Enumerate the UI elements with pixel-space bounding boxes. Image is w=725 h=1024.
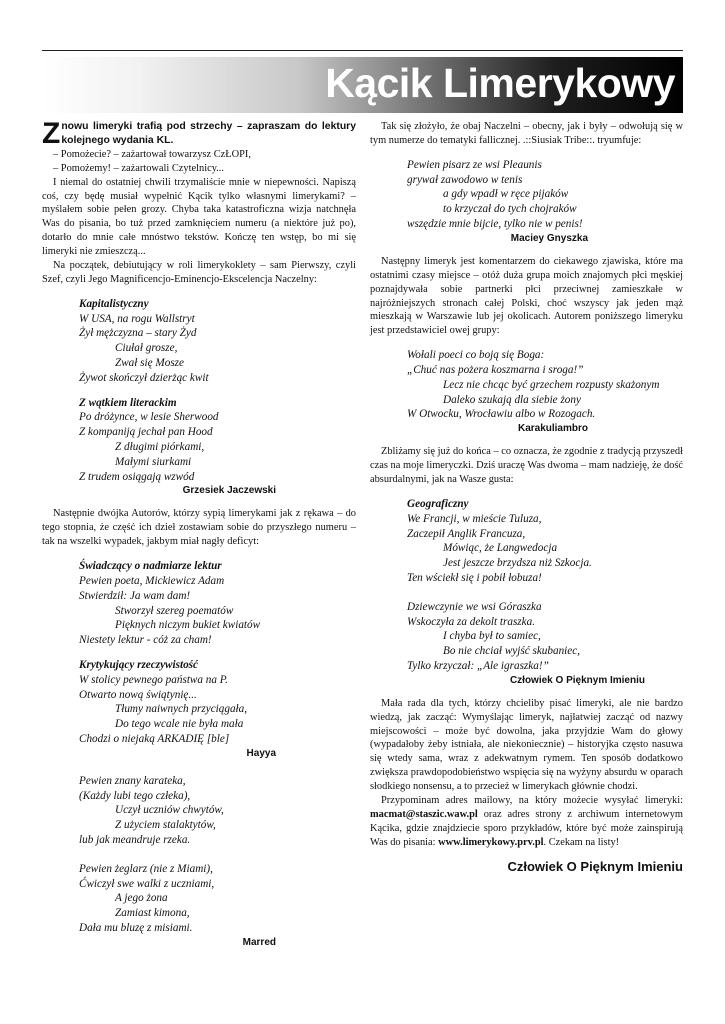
limerick-line: W Otwocku, Wrocławiu albo w Rozogach.: [407, 408, 596, 421]
limerick-line: Z użyciem stalaktytów,: [115, 819, 216, 832]
limerick-line: Otwarto nową świątynię...: [79, 688, 197, 701]
limerick: [79, 862, 356, 949]
contact-paragraph: [370, 794, 683, 850]
limerick-line: Stworzył szereg poematów: [115, 604, 234, 617]
left-column: [42, 117, 356, 949]
limerick: [407, 348, 683, 435]
limerick-title: Z wątkiem literackim: [79, 396, 177, 409]
limerick-line: Z trudem osiągają wzwód: [79, 470, 195, 483]
limerick-line: Tylko krzyczał: „Ale igraszka!”: [407, 659, 549, 672]
limerick-line: Jest jeszcze brzydsza niż Szkocja.: [443, 557, 592, 570]
limerick-line: Pewien pisarz ze wsi Pleaunis: [407, 158, 542, 171]
dialog-line: – Pomożemy! – zażartowali Czytelnicy...: [53, 162, 225, 174]
website-url[interactable]: www.limerykowy.prv.pl: [438, 836, 544, 848]
dialog-line: – Pomożecie? – zażartował towarzysz CzŁOPI,: [53, 148, 251, 160]
limerick-line: wszędzie mnie bijcie, tylko nie w penis!: [407, 218, 583, 230]
limerick-line: Małymi siurkami: [115, 455, 192, 468]
limerick-line: Dała mu bluzę z misiami.: [79, 921, 193, 934]
limerick-line: Z długimi piórkami,: [115, 441, 205, 454]
limerick-line: Tłumy naiwnych przyciągała,: [115, 703, 248, 716]
limerick-line: Żywot skończył dzierżąc kwit: [79, 371, 209, 384]
limerick-line: lub jak meandruje rzeka.: [79, 833, 191, 846]
limerick: [407, 497, 683, 586]
limerick-line: Ćwiczył swe walki z uczniami,: [79, 877, 215, 890]
email-address[interactable]: macmat@staszic.waw.pl: [370, 808, 478, 820]
limerick-line: Po dróżynce, w lesie Sherwood: [79, 411, 219, 424]
title-banner: [42, 57, 683, 113]
top-rule: [42, 50, 683, 51]
intro-lead: nowu limeryki trafią pod strzechy – zapraszam do lektury kolejnego wydania KL.: [61, 121, 356, 146]
limerick-line: Bo nie chciał wyjść skubaniec,: [443, 645, 581, 658]
limerick-line: to krzyczał do tych chojraków: [443, 203, 577, 216]
limerick-line: Pewien znany karateka,: [79, 774, 186, 787]
limerick-title: Geograficzny: [407, 497, 469, 510]
limerick-line: „Chuć nas pożera koszmarna i sroga!”: [407, 364, 584, 377]
limerick-line: Ten wściekł się i pobił łobuza!: [407, 571, 542, 584]
limerick-line: W stolicy pewnego państwa na P.: [79, 673, 228, 686]
body-paragraph: Mała rada dla tych, którzy chcieliby pisać limeryki, ale nie bardzo wiedzą, jak zacząć: Wymyślając limeryk, najłatwiej zacząć od nazwy miejscowości – może być dowolna, jaka przyjdzie Wam do głowy (wypadałoby żeby istniała, ale niekoniecznie) – historyjka często nasuwa się wtedy sama, wraz z adekwatnym rymem. Ten sposób dodatkowo zwiększa prawdopodobieństwo wspięcia się na wyżyny absurdu w oparach słodkiego nonsensu, a to przecież w limerykach głównie chodzi.: [370, 697, 683, 793]
limerick: [79, 559, 356, 648]
author-signature: Grzesiek Jaczewski: [182, 485, 276, 497]
page-title: Kącik Limerykowy: [325, 60, 675, 106]
limerick-line: Uczył uczniów chwytów,: [115, 804, 224, 817]
right-column: [370, 120, 683, 874]
limerick-line: Z kompaniją jechał pan Hood: [79, 426, 213, 439]
limerick-title: Świadczący o nadmiarze lektur: [79, 560, 222, 573]
limerick-line: I chyba był to samiec,: [443, 630, 541, 643]
limerick-line: Zaczepił Anglik Francuza,: [407, 527, 526, 540]
limerick: [407, 158, 683, 245]
limerick-line: Do tego wcale nie była mała: [115, 718, 244, 731]
body-paragraph: Zbliżamy się już do końca – co oznacza, że zgodnie z tradycją przyszedł czas na moje limeryczki. Dziś uraczę Was dwoma – mam nadzieję, że dość absurdalnymi, jak na Wasze gusta:: [370, 446, 683, 486]
limerick-line: Daleko szukają dla siebie żony: [443, 393, 581, 406]
limerick-title: Kapitalistyczny: [79, 297, 149, 310]
limerick-line: grywał zawodowo w tenis: [407, 173, 523, 186]
intro-paragraph: [42, 117, 356, 150]
limerick-line: Wołali poeci co boją się Boga:: [407, 349, 545, 362]
limerick-line: Ciułał grosze,: [115, 342, 178, 355]
author-signature: Maciey Gnyszka: [510, 232, 588, 244]
body-paragraph: Następnie dwójka Autorów, którzy sypią limerykami jak z rękawa – do tego stopnia, że część ich dzieł zostawiam sobie do przyszłego numeru – tak na wszelki wypadek, jakbym miał nagły deficyt:: [42, 508, 356, 548]
author-signature: Człowiek O Pięknym Imieniu: [509, 674, 645, 686]
author-signature: Marred: [242, 936, 276, 948]
limerick: [79, 396, 356, 498]
drop-cap: Z: [42, 117, 61, 150]
limerick-line: Niestety lektur - cóż za cham!: [79, 634, 212, 647]
limerick-line: (Każdy lubi tego człeka),: [79, 789, 191, 802]
column-signature: Człowiek O Pięknym Imieniu: [507, 858, 683, 874]
limerick-title: Krytykujący rzeczywistość: [79, 658, 199, 671]
limerick-line: Mówiąc, że Langwedocja: [443, 542, 558, 555]
limerick: [79, 774, 356, 848]
contact-text: Przypominam adres mailowy, na który możecie wysyłać limeryki:: [381, 795, 683, 807]
limerick-line: Chodzi o niejaką ARKADIĘ [ble]: [79, 732, 230, 745]
limerick-line: Stwierdził: Ja wam dam!: [79, 589, 191, 602]
limerick-line: We Francji, w mieście Tuluza,: [407, 512, 542, 525]
limerick: [79, 297, 356, 386]
limerick-line: Pewien żeglarz (nie z Miami),: [79, 862, 213, 875]
limerick-line: a gdy wpadł w ręce pijaków: [443, 188, 569, 201]
author-signature: Hayya: [246, 747, 276, 759]
limerick-line: Zamiast kimona,: [115, 907, 190, 920]
limerick-line: Lecz nie chcąc być grzechem rozpusty skażonym: [443, 378, 660, 391]
body-paragraph: Tak się złożyło, że obaj Naczelni – obecny, jak i były – odwołują się w tym numerze do tematyki fallicznej. .::Siusiak Tribe::. tryumfuje:: [370, 121, 683, 146]
body-paragraph: I niemal do ostatniej chwili trzymaliście mnie w niepewności. Napiszą coś, czy będę musiał wypełnić Kącik tylko własnymi limerykami? – myślałem sobie pełen grozy. Chyba taka katastroficzna wizja natchnęła Was do pisania, bo tuż przed zamknięciem numeru (a niektóre już po), dotarło do mnie całe mnóstwo tekstów. Kończę ten wstęp, bo mi się limeryki nie zmieszczą...: [42, 176, 356, 258]
limerick-line: Pewien poeta, Mickiewicz Adam: [79, 574, 225, 587]
body-paragraph: Następny limeryk jest komentarzem do ciekawego zjawiska, które ma ostatnimi czasy miejsce – otóż duża grupa moich znajomych płci męskiej poznajdywała sobie partnerki płci przeciwnej zamieszkałe w najróżniejszych stronach całej Polski, choć wszyscy jak jeden mąż mieszkają w Warszawie lub jej okolicach. Autorem poniższego limeryku jest przedstawiciel owej grupy:: [370, 255, 683, 337]
limerick-line: W USA, na rogu Wallstryt: [79, 312, 195, 325]
limerick-line: Dziewczynie we wsi Góraszka: [407, 600, 542, 613]
contact-text: . Czekam na listy!: [543, 836, 620, 848]
limerick-line: Pięknych niczym bukiet kwiatów: [115, 619, 261, 632]
limerick-line: Zwał się Mosze: [115, 357, 184, 370]
limerick: [79, 658, 356, 760]
limerick-line: Żył mężczyzna – stary Żyd: [79, 327, 197, 340]
contact-text: oraz adres strony z archiwum internetowym Kącika, gdzie znajdziecie sporo przykładów, które być może zainspirują Was do pisania:: [370, 808, 683, 848]
limerick: [407, 600, 683, 687]
body-paragraph: Na początek, debiutujący w roli limerykoklety – sam Pierwszy, czyli Szef, czyli Jego Magnificencjo-Eminencjo-Ekscelencja Naczelny:: [42, 260, 356, 285]
limerick-line: Wskoczyła za dekolt traszka.: [407, 615, 536, 628]
limerick-line: A jego żona: [115, 892, 168, 905]
author-signature: Karakuliambro: [517, 423, 588, 435]
